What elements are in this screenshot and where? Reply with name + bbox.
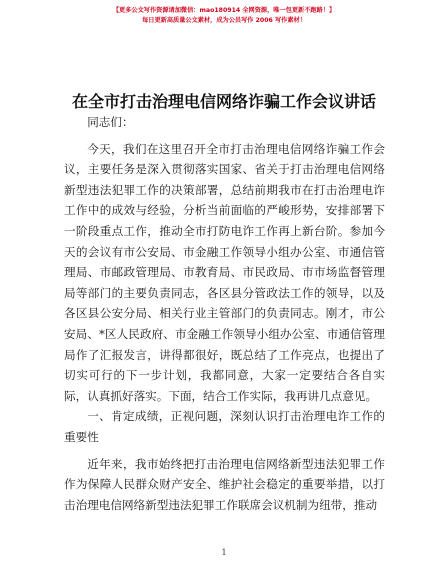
document-title: 在全市打击治理电信网络诈骗工作会议讲话 xyxy=(71,92,376,111)
salutation: 同志们： xyxy=(87,115,134,129)
paragraph-opening: 今天，我们在这里召开全市打击治理电信网络诈骗工作会议，主要任务是深入贯彻落实国家、省关于打击治理电信网络新型违法犯罪工作的决策部署，总结前期我市在打击治理电诈工作中的成效与经验，分析当前面临的严峻形势，安排部署下一阶段重点工作，推动全市打防电诈工作再上新台阶。参加今天的会议有市公安局、市金融工作领导小组办公室、市通信管理局、市邮政管理局、市教育局、市民政局、市市场监督管理局等部门的主要负责同志，各区县分管政法工作的领导，以及各区县公安分局、相关行业主管部门的负责同志。刚才，市公安局、*区人民政府、市金融工作领导小组办公室、市通信管理局作了汇报发言，讲得都很好，既总结了工作亮点，也提出了切实可行的下一步计划，我都同意，大家一定要结合各自实际，认真抓好落实。下面，结合工作实际，我再讲几点意见。 xyxy=(64,141,385,403)
page-number: 1 xyxy=(221,548,227,557)
paragraph-section-1: 近年来，我市始终把打击治理电信网络新型违法犯罪工作作为保障人民群众财产安全、维护社会稳定的重要举措，以打击治理电信网络新型违法犯罪工作联席会议机制为纽带，推动 xyxy=(64,456,385,512)
section-heading-1: 一、肯定成绩，正视问题，深刻认识打击治理电诈工作的重要性 xyxy=(64,409,385,444)
promo-banner xyxy=(0,6,448,26)
promo-banner-line-2: 每日更新高质量公文素材，成为公员写作 2006 写作素材！ xyxy=(142,17,306,24)
document-body xyxy=(64,112,385,515)
promo-banner-line-1: 【更多公文写作资源请加微信：mao180914 全网资源，唯一包更新不跑路！】 xyxy=(112,7,336,14)
